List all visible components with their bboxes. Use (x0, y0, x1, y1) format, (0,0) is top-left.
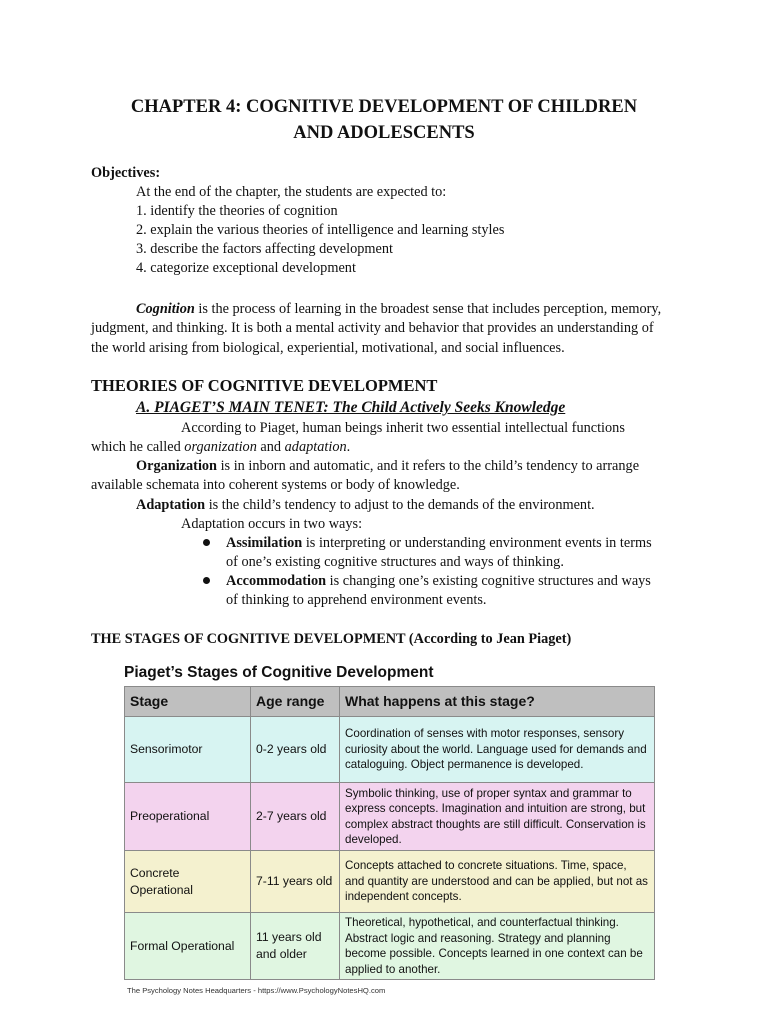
objectives-intro: At the end of the chapter, the students are expected to: (136, 184, 447, 200)
accommodation-line-1-text: is changing one’s existing cognitive structures and ways (326, 573, 651, 589)
table-row (125, 913, 655, 980)
description-cell: Coordination of senses with motor responses, sensory curiosity about the world. Language used for demands and cataloguing. Object permanence is developed. (340, 717, 655, 783)
cognition-line-1 (91, 300, 679, 319)
objective-item: 4. categorize exceptional development (136, 260, 356, 276)
age-cell: 7-11 years old (251, 851, 340, 913)
accommodation-line-2: of thinking to apprehend environment events. (226, 592, 487, 609)
stage-cell: Sensorimotor (125, 717, 251, 783)
description-cell: Theoretical, hypothetical, and counterfactual thinking. Abstract logic and reasoning. Strategy and planning become possible. Concepts learned in one context can be applied to another. (340, 913, 655, 980)
assimilation-line-1 (226, 534, 678, 553)
objective-item: 2. explain the various theories of intelligence and learning styles (136, 222, 505, 238)
piaget-subheading: A. PIAGET’S MAIN TENET: The Child Actively Seeks Knowledge (136, 399, 566, 416)
stages-heading: THE STAGES OF COGNITIVE DEVELOPMENT (According to Jean Piaget) (91, 631, 572, 647)
piaget-paragraph (91, 419, 679, 458)
organization-term: organization (184, 439, 257, 456)
description-cell: Symbolic thinking, use of proper syntax and grammar to express concepts. Imagination and intuition are strong, but complex abstract thoughts are still difficult. Conservation is developed. (340, 783, 655, 851)
assimilation-label: Assimilation (226, 535, 303, 551)
and-text: and (256, 439, 285, 456)
table-header-row (125, 687, 655, 717)
bullet-icon (203, 577, 210, 584)
objective-item: 1. identify the theories of cognition (136, 203, 338, 219)
stage-cell: Concrete Operational (125, 851, 251, 913)
stage-cell: Formal Operational (125, 913, 251, 980)
description-cell: Concepts attached to concrete situations. Time, space, and quantity are understood and can be applied, but not as independent concepts. (340, 851, 655, 913)
page-title (90, 94, 678, 146)
stages-table (124, 686, 655, 980)
organization-line-1-text: is in inborn and automatic, and it refers to the child’s tendency to arrange (217, 458, 640, 474)
age-cell: 11 years old and older (251, 913, 340, 980)
accommodation-label: Accommodation (226, 573, 327, 589)
age-cell: 0-2 years old (251, 717, 340, 783)
piaget-line-1: According to Piaget, human beings inherit two essential intellectual functions (181, 420, 625, 436)
title-line-2: AND ADOLESCENTS (293, 123, 475, 143)
assimilation-line-2: of one’s existing cognitive structures and ways of thinking. (226, 554, 564, 571)
assimilation-line-1-text: is interpreting or understanding environment events in terms (302, 535, 652, 551)
table-row (125, 783, 655, 851)
cognition-line-3: the world arising from biological, experiential, motivational, and social influences. (91, 339, 565, 356)
cognition-term: Cognition (136, 301, 195, 317)
piaget-line-2 (91, 438, 679, 457)
table-row (125, 851, 655, 913)
header-age-range: Age range (251, 687, 340, 717)
adaptation-label: Adaptation (136, 497, 206, 513)
organization-line-2: available schemata into coherent systems or body of knowledge. (91, 477, 460, 494)
age-cell: 2-7 years old (251, 783, 340, 851)
cognition-line-2: judgment, and thinking. It is both a mental activity and behavior that provides an understanding of (91, 320, 654, 337)
accommodation-item (226, 572, 678, 611)
organization-paragraph (91, 457, 679, 496)
stage-cell: Preoperational (125, 783, 251, 851)
header-stage: Stage (125, 687, 251, 717)
organization-label: Organization (136, 458, 218, 474)
organization-line-1 (91, 457, 679, 476)
adaptation-line (136, 496, 595, 515)
theories-heading: THEORIES OF COGNITIVE DEVELOPMENT (91, 376, 438, 395)
figure-title: Piaget’s Stages of Cognitive Development (124, 664, 434, 681)
period-text: . (346, 439, 351, 456)
title-line-1: CHAPTER 4: COGNITIVE DEVELOPMENT OF CHILDREN (130, 97, 638, 117)
adaptation-ways: Adaptation occurs in two ways: (181, 516, 363, 532)
adaptation-term: adaptation (284, 439, 347, 456)
assimilation-item (226, 534, 678, 573)
figure-credit: The Psychology Notes Headquarters - https://www.PsychologyNotesHQ.com (127, 986, 386, 995)
header-what-happens: What happens at this stage? (340, 687, 655, 717)
table-row (125, 717, 655, 783)
adaptation-text: is the child’s tendency to adjust to the demands of the environment. (205, 497, 595, 513)
cognition-line-1-text: is the process of learning in the broadest sense that includes perception, memory, (194, 301, 662, 317)
bullet-icon (203, 539, 210, 546)
objective-item: 3. describe the factors affecting development (136, 241, 393, 257)
objectives-heading: Objectives: (91, 165, 161, 181)
accommodation-line-1 (226, 572, 678, 591)
piaget-line-2-text: which he called (91, 439, 185, 456)
cognition-paragraph (91, 300, 679, 358)
